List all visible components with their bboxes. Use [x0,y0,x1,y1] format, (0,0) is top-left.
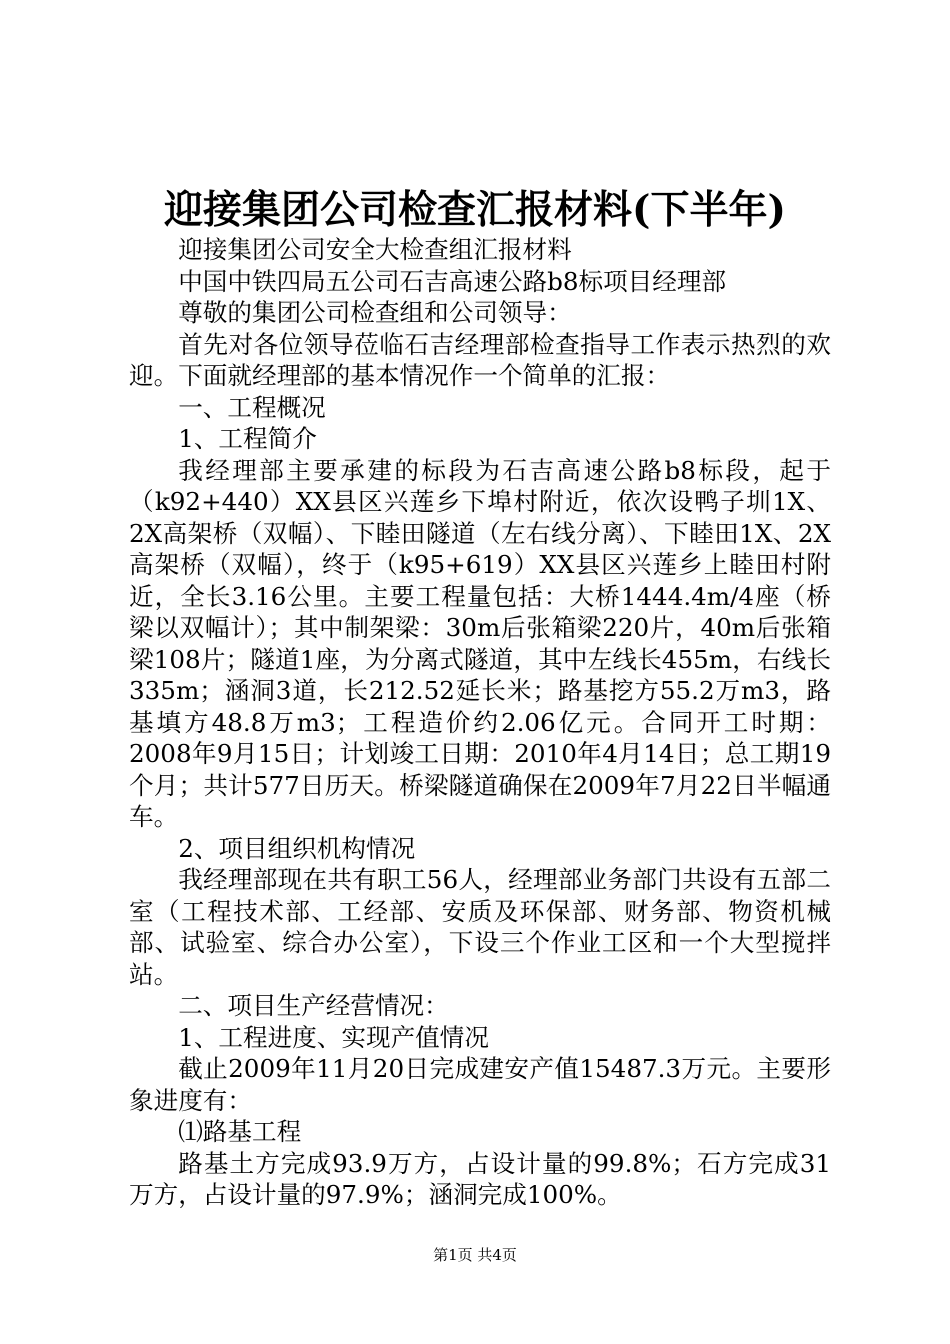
paragraph-progress-summary: 截止2009年11月20日完成建安产值15487.3万元。主要形象进度有： [129,1054,831,1115]
paragraph-roadbed-progress: 路基土方完成93.9万方，占设计量的99.8%；石方完成31万方，占设计量的97.9%；涵洞完成100%。 [129,1148,831,1209]
section-heading-production: 二、项目生产经营情况： [178,991,449,1020]
document-title: 迎接集团公司检查汇报材料(下半年) [164,187,786,233]
paragraph-salutation: 尊敬的集团公司检查组和公司领导： [178,298,572,327]
document-body [129,234,831,1211]
section-heading-overview: 一、工程概况 [178,392,326,422]
paragraph-project-intro: 我经理部主要承建的标段为石吉高速公路b8标段，起于（k92+440）XX县区兴莲乡下埠村附近，依次设鸭子圳1X、2X高架桥（双幅）、下睦田隧道（左右线分离）、下睦田1X、2X高架桥（双幅），终于（k95+619）XX县区兴莲乡上睦田村附近，全长3.16公里。主要工程量包括：大桥1444.4m/4座（桥梁以双幅计）；其中制架梁：30m后张箱梁220片，40m后张箱梁108片；隧道1座，为分离式隧道，其中左线长455m，右线长335m；涵洞3道，长212.52延长米；路基挖方55.2万m3，路基填方48.8万m3；工程造价约2.06亿元。合同开工时期：2008年9月15日；计划竣工日期：2010年4月14日；总工期19个月；共计577日历天。桥梁隧道确保在2009年7月22日半幅通车。 [129,455,831,831]
subsection-heading-progress: 1、工程进度、实现产值情况 [178,1022,489,1052]
subsection-heading-intro: 1、工程简介 [178,424,317,453]
paragraph-subtitle: 迎接集团公司安全大检查组汇报材料 [178,235,572,264]
page-footer: 第1页 共4页 [433,1246,517,1264]
paragraph-organization: 中国中铁四局五公司石吉高速公路b8标项目经理部 [178,266,727,296]
paragraph-welcome: 首先对各位领导莅临石吉经理部检查指导工作表示热烈的欢迎。下面就经理部的基本情况作一个简单的汇报： [129,329,831,390]
subsection-heading-roadbed: ⑴路基工程 [178,1117,302,1146]
paragraph-organization-details: 我经理部现在共有职工56人，经理部业务部门共设有五部二室（工程技术部、工经部、安质及环保部、财务部、物资机械部、试验室、综合办公室），下设三个作业工区和一个大型搅拌站。 [129,865,831,989]
subsection-heading-organization: 2、项目组织机构情况 [178,833,416,863]
